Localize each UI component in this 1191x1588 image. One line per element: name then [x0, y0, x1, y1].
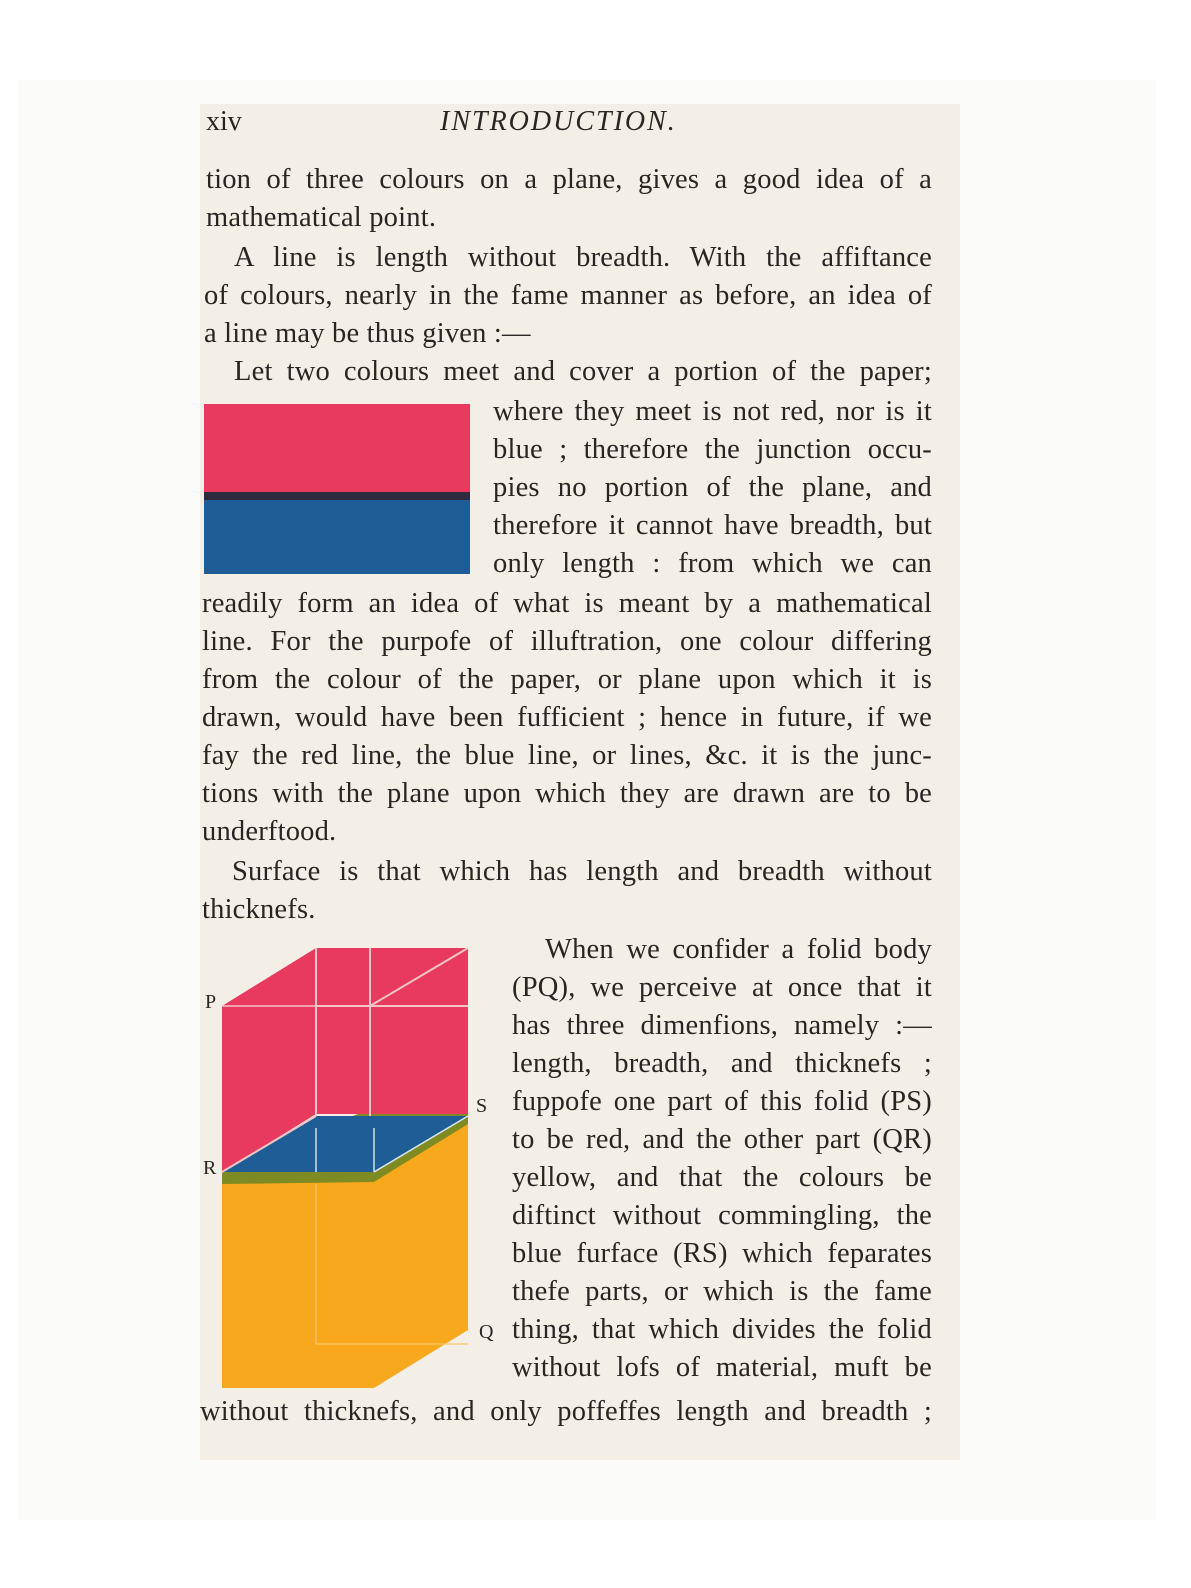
text-line: A line is length without breadth. With the affiftance	[234, 242, 932, 273]
text-line: line. For the purpofe of illuftration, one colour differing	[202, 626, 932, 657]
text-line: Surface is that which has length and breadth without	[232, 856, 932, 887]
text-line: (PQ), we perceive at once that it	[512, 972, 932, 1003]
solid-body-figure	[218, 944, 478, 1404]
text-line: blue ; therefore the junction occu-	[493, 434, 932, 465]
text-line: blue furface (RS) which feparates	[512, 1238, 932, 1269]
blue-band	[204, 500, 470, 574]
page-number: xiv	[206, 106, 242, 137]
text-line: to be red, and the other part (QR)	[512, 1124, 932, 1155]
label-s: S	[476, 1095, 488, 1117]
text-line: length, breadth, and thicknefs ;	[512, 1048, 932, 1079]
red-blue-junction-figure	[204, 404, 472, 578]
label-r: R	[203, 1157, 217, 1179]
text-line: therefore it cannot have breadth, but	[493, 510, 932, 541]
text-line: diftinct without commingling, the	[512, 1200, 932, 1231]
text-line: of colours, nearly in the fame manner as before, an idea of	[204, 280, 932, 311]
text-line: without lofs of material, muft be	[512, 1352, 932, 1383]
text-line: yellow, and that the colours be	[512, 1162, 932, 1193]
text-line: thicknefs.	[202, 894, 316, 925]
running-title: INTRODUCTION.	[440, 106, 677, 137]
text-line: drawn, would have been fufficient ; hence in future, if we	[202, 702, 932, 733]
red-band	[204, 404, 470, 494]
text-line: When we confider a folid body	[545, 934, 932, 965]
text-line: fuppofe one part of this folid (PS)	[512, 1086, 932, 1117]
text-line: mathematical point.	[206, 202, 437, 233]
text-line: from the colour of the paper, or plane upon which it is	[202, 664, 932, 695]
text-line: only length : from which we can	[493, 548, 932, 579]
text-line: where they meet is not red, nor is it	[493, 396, 932, 427]
junction-line	[204, 492, 470, 500]
text-line: without thicknefs, and only poffeffes length and breadth ;	[200, 1396, 932, 1427]
text-line: pies no portion of the plane, and	[493, 472, 932, 503]
text-line: a line may be thus given :—	[204, 318, 531, 349]
text-line: thefe parts, or which is the fame	[512, 1276, 932, 1307]
label-q: Q	[479, 1321, 494, 1343]
text-line: Let two colours meet and cover a portion of the paper;	[234, 356, 932, 387]
text-line: readily form an idea of what is meant by a mathematical	[202, 588, 932, 619]
text-line: fay the red line, the blue line, or lines, &c. it is the junc-	[202, 740, 932, 771]
text-line: thing, that which divides the folid	[512, 1314, 932, 1345]
text-line: tion of three colours on a plane, gives a good idea of a	[206, 164, 932, 195]
text-line: tions with the plane upon which they are drawn are to be	[202, 778, 932, 809]
book-page	[200, 104, 960, 1460]
label-p: P	[205, 991, 217, 1013]
text-line: has three dimenfions, namely :—	[512, 1010, 932, 1041]
text-line: underftood.	[202, 816, 337, 847]
